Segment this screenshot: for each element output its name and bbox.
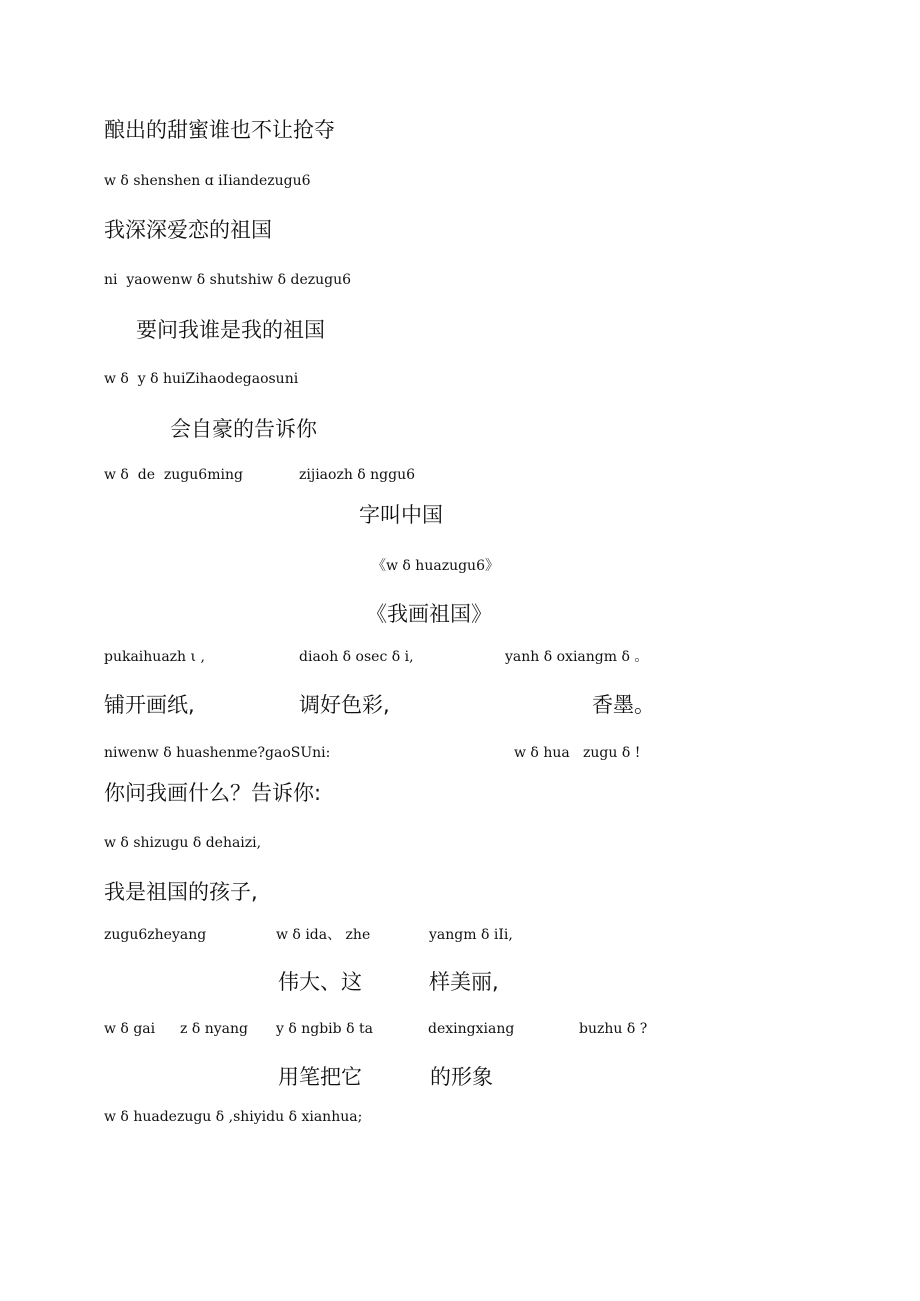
pinyin-segment: buzhu δ ?	[579, 1021, 648, 1037]
pinyin-segment: pukaihuazh ι ,	[104, 649, 205, 665]
text-segment: 用笔把它	[278, 1065, 362, 1089]
pinyin-segment: zugu6zheyang	[104, 927, 207, 943]
text-segment: 的形象	[430, 1065, 493, 1089]
pinyin-segment: diaoh δ osec δ i,	[299, 649, 414, 665]
pinyin-line	[104, 746, 804, 764]
pinyin-segment: w δ gai	[104, 1021, 156, 1037]
pinyin-line	[104, 1022, 804, 1040]
pinyin-line	[104, 928, 804, 946]
pinyin-line: w δ huadezugu δ ,shiyidu δ xianhua;	[104, 1109, 363, 1125]
text-line	[104, 1067, 804, 1093]
pinyin-segment: zijiaozh δ nggu6	[299, 467, 416, 483]
text-line: 你问我画什么？告诉你:	[104, 781, 322, 805]
text-line: 会自豪的告诉你	[170, 417, 317, 441]
pinyin-segment: niwenw δ huashenme?gaoSUni:	[104, 745, 331, 761]
text-line: 字叫中国	[359, 503, 443, 527]
text-line: 我深深爱恋的祖国	[104, 218, 272, 242]
text-line: 要问我谁是我的祖国	[136, 318, 325, 342]
pinyin-line: w δ shizugu δ dehaizi,	[104, 835, 262, 851]
poem-title: 《我画祖国》	[366, 602, 492, 626]
text-segment: 香墨。	[592, 693, 655, 717]
pinyin-segment: yangm δ iIi,	[429, 927, 513, 943]
text-line	[104, 972, 804, 998]
text-segment: 伟大、这	[278, 970, 362, 994]
pinyin-segment: yanh δ oxiangm δ 。	[505, 649, 649, 665]
pinyin-segment: z δ nyang	[180, 1021, 248, 1037]
pinyin-segment: w δ ida、 zhe	[276, 927, 371, 943]
pinyin-line: w δ y δ huiZihaodegaosuni	[104, 371, 299, 387]
pinyin-line	[104, 650, 804, 668]
pinyin-segment: y δ ngbib δ ta	[276, 1021, 373, 1037]
text-line: 酿出的甜蜜谁也不让抢夺	[104, 118, 335, 142]
pinyin-segment: w δ hua zugu δ !	[514, 745, 641, 761]
pinyin-line: w δ shenshen ɑ iIiandezugu6	[104, 173, 311, 189]
pinyin-segment: dexingxiang	[428, 1021, 515, 1037]
text-line: 我是祖国的孩子,	[104, 880, 258, 904]
pinyin-segment: w δ de zugu6ming	[104, 467, 243, 483]
text-segment: 样美丽,	[429, 970, 499, 994]
pinyin-title: 《w δ huazugu6》	[372, 558, 499, 574]
pinyin-line: ni yaowenw δ shutshiw δ dezugu6	[104, 272, 352, 288]
text-segment: 调好色彩,	[299, 693, 390, 717]
text-segment: 铺开画纸,	[104, 693, 195, 717]
text-line	[104, 695, 804, 721]
pinyin-line	[104, 468, 804, 486]
